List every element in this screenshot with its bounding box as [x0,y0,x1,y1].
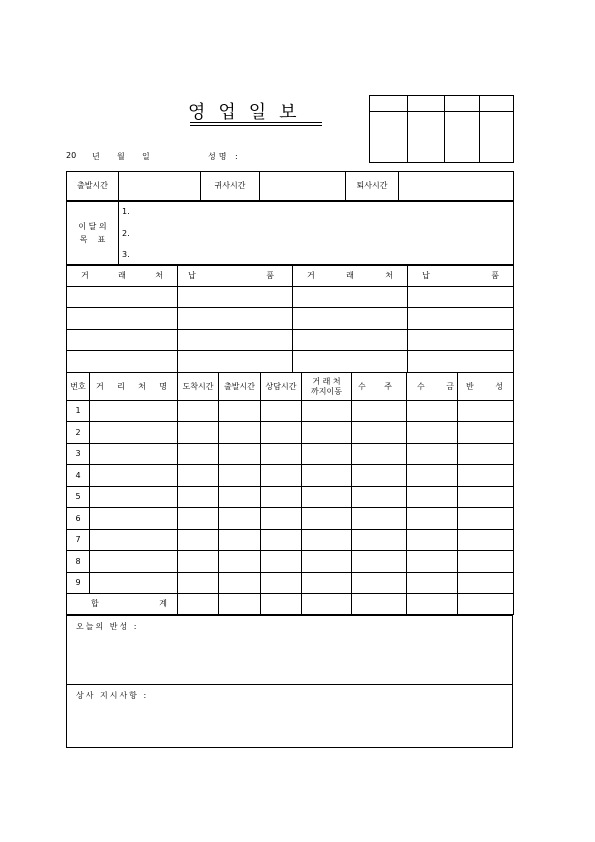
visit-cell[interactable] [302,444,352,465]
visit-cell[interactable] [90,444,178,465]
approval-header-cell [480,96,514,112]
visit-cell[interactable] [407,508,458,530]
approval-header-cell [370,96,408,112]
date-year: 20 [66,151,77,160]
visit-cell[interactable] [302,487,352,508]
goals-table [66,201,514,265]
visit-cell[interactable] [219,573,261,594]
goals-label [67,202,119,265]
visit-cell[interactable] [219,508,261,530]
visit-cell[interactable] [178,573,219,594]
visit-cell[interactable] [407,401,458,422]
total-cell[interactable] [458,594,514,615]
client-header: 거 래 처 [293,266,408,287]
travel-header: 거 래 처 까지이동 [302,373,352,401]
goals-label-line2: 목 표 [79,235,106,244]
row-number: 6 [67,508,90,530]
visit-cell[interactable] [302,573,352,594]
client-cell[interactable] [67,330,178,351]
table-row [67,508,514,530]
row-number: 3 [67,444,90,465]
visit-cell[interactable] [90,573,178,594]
row-number: 9 [67,573,90,594]
visit-cell[interactable] [352,422,407,444]
delivery-cell[interactable] [178,351,293,373]
client-cell[interactable] [67,287,178,308]
visit-cell[interactable] [178,401,219,422]
row-number: 4 [67,465,90,487]
visit-cell[interactable] [178,444,219,465]
total-cell[interactable] [219,594,261,615]
visit-cell[interactable] [407,422,458,444]
visit-cell[interactable] [407,573,458,594]
visit-cell[interactable] [178,465,219,487]
visit-cell[interactable] [302,551,352,573]
visit-cell[interactable] [458,530,514,551]
time-table [66,171,514,201]
table-row [67,444,514,465]
visit-cell[interactable] [261,422,302,444]
visit-cell[interactable] [261,401,302,422]
visit-cell[interactable] [178,530,219,551]
leave-time-label: 퇴사시간 [346,172,399,201]
visit-cell[interactable] [302,422,352,444]
visit-cell[interactable] [458,465,514,487]
instruction-box[interactable] [66,684,513,748]
visit-cell[interactable] [458,422,514,444]
visit-cell[interactable] [219,422,261,444]
visit-cell[interactable] [90,530,178,551]
visit-cell[interactable] [352,508,407,530]
table-row [67,401,514,422]
approval-sign-cell[interactable] [445,112,480,163]
visit-cell[interactable] [219,530,261,551]
total-row [67,594,514,615]
visits-table [66,372,514,615]
delivery-cell[interactable] [408,287,514,308]
visit-cell[interactable] [90,401,178,422]
visit-cell[interactable] [90,422,178,444]
visit-cell[interactable] [302,530,352,551]
table-row [67,422,514,444]
visit-cell[interactable] [352,551,407,573]
row-number: 2 [67,422,90,444]
visit-cell[interactable] [219,551,261,573]
visit-cell[interactable] [458,573,514,594]
visit-cell[interactable] [178,551,219,573]
client-cell[interactable] [293,351,408,373]
visit-cell[interactable] [352,530,407,551]
table-row [67,465,514,487]
clients-table [66,265,514,373]
table-row [67,551,514,573]
approval-sign-cell[interactable] [408,112,445,163]
visit-cell[interactable] [219,444,261,465]
visit-cell[interactable] [407,487,458,508]
goals-field[interactable] [119,202,514,265]
page-title: 영업일보 [188,102,310,123]
visit-cell[interactable] [458,508,514,530]
approval-header-cell [408,96,445,112]
visit-cell[interactable] [302,465,352,487]
date-month-unit: 월 [117,152,125,161]
delivery-cell[interactable] [178,330,293,351]
meeting-header: 상담시간 [261,373,302,401]
visit-cell[interactable] [352,444,407,465]
date-day-unit: 일 [142,152,150,161]
goal-item-3: 3. [122,250,130,259]
table-row [67,530,514,551]
visit-cell[interactable] [90,465,178,487]
return-time-label: 귀사시간 [201,172,260,201]
date-year-unit: 년 [92,152,100,161]
departure-header: 출발시간 [219,373,261,401]
delivery-header: 납 품 [178,266,293,287]
row-number: 1 [67,401,90,422]
visit-cell[interactable] [352,487,407,508]
visit-cell[interactable] [352,401,407,422]
return-time-field[interactable] [260,172,346,201]
total-cell[interactable] [302,594,352,615]
departure-time-field[interactable] [119,172,201,201]
visit-cell[interactable] [261,465,302,487]
total-cell[interactable] [407,594,458,615]
visit-cell[interactable] [302,508,352,530]
order-header: 수 주 [352,373,407,401]
visit-cell[interactable] [458,487,514,508]
delivery-cell[interactable] [408,351,514,373]
name-label: 성명 : [208,152,241,161]
visit-cell[interactable] [261,487,302,508]
visit-cell[interactable] [90,551,178,573]
goal-item-2: 2. [122,229,130,238]
total-cell[interactable] [352,594,407,615]
reflection-label: 오늘의 반성 : [76,622,139,631]
approval-sign-cell[interactable] [480,112,514,163]
visit-cell[interactable] [407,530,458,551]
reflection-header: 반 성 [458,373,514,401]
instruction-label: 상사 지시사항 : [76,691,149,700]
approval-sign-cell[interactable] [370,112,408,163]
visit-cell[interactable] [261,508,302,530]
visit-cell[interactable] [178,422,219,444]
client-cell[interactable] [293,287,408,308]
collection-header: 수 금 [407,373,458,401]
visit-cell[interactable] [261,551,302,573]
visit-cell[interactable] [407,551,458,573]
visit-cell[interactable] [261,573,302,594]
delivery-cell[interactable] [408,330,514,351]
goals-label-line1: 이 달 의 [78,222,107,231]
table-row [67,573,514,594]
row-number: 5 [67,487,90,508]
visit-cell[interactable] [178,508,219,530]
visit-cell[interactable] [352,465,407,487]
total-cell[interactable] [178,594,219,615]
client-cell[interactable] [293,330,408,351]
visit-cell[interactable] [458,444,514,465]
visit-cell[interactable] [219,487,261,508]
visit-cell[interactable] [178,487,219,508]
delivery-cell[interactable] [408,308,514,330]
visit-cell[interactable] [261,530,302,551]
visit-cell[interactable] [458,551,514,573]
goal-item-1: 1. [122,207,130,216]
client-cell[interactable] [67,351,178,373]
total-label: 합 계 [67,594,178,615]
delivery-cell[interactable] [178,308,293,330]
visit-cell[interactable] [219,465,261,487]
reflection-box[interactable] [66,615,513,685]
title-underline-2 [190,125,322,126]
client-header: 거 래 처 [67,266,178,287]
visit-cell[interactable] [352,573,407,594]
client-cell[interactable] [67,308,178,330]
leave-time-field[interactable] [399,172,514,201]
client-cell[interactable] [293,308,408,330]
visit-cell[interactable] [261,444,302,465]
table-row [67,487,514,508]
delivery-header: 납 품 [408,266,514,287]
visit-cell[interactable] [90,487,178,508]
approval-header-cell [445,96,480,112]
visit-cell[interactable] [219,401,261,422]
visit-cell[interactable] [407,465,458,487]
row-number: 7 [67,530,90,551]
row-number: 8 [67,551,90,573]
no-header: 번호 [67,373,90,401]
visit-cell[interactable] [90,508,178,530]
total-cell[interactable] [261,594,302,615]
approval-table [369,95,514,163]
visit-cell[interactable] [407,444,458,465]
visit-cell[interactable] [458,401,514,422]
visit-cell[interactable] [302,401,352,422]
client-name-header: 거 리 처 명 [90,373,178,401]
departure-time-label: 출발시간 [67,172,119,201]
delivery-cell[interactable] [178,287,293,308]
arrival-header: 도착시간 [178,373,219,401]
title-underline [190,122,322,123]
